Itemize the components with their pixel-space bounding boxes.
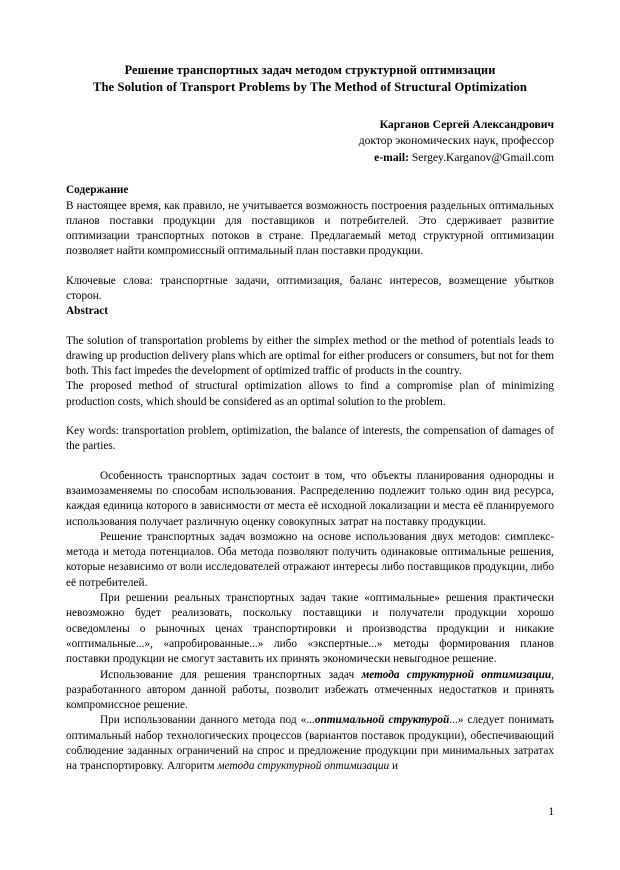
abstract-en-paragraph-1: The solution of transportation problems by either the simplex method or the method of potentials leads to drawing up production delivery plans which are optimal for either producers or consumers, but not for them both. This fact impedes the development of optimized traffic of products in the country. [66,334,554,378]
body-paragraph-5 [66,713,554,774]
author-name: Карганов Сергей Александрович [379,118,554,131]
author-email: Sergey.Karganov@Gmail.com [411,150,554,164]
page-title-ru: Решение транспортных задач методом структурной оптимизации [124,63,496,77]
author-block [66,117,554,166]
body-paragraph-4-emphasis-1: метода структурной оптимизации [361,668,552,681]
body-paragraph-3-text: При решении реальных транспортных задач такие «оптимальные» решения практически невозможно будет реализовать, поскольку поставщики и получатели продукции хорошо осведомлены о рыночных ценах транспортировки и производства продукции и никакие «оптимальные...», «апробированные...» либо «экспертные...» методы формирования планов поставки продукции не смогут заставить их принять экономически невыгодное решение. [66,592,554,666]
body-paragraph-1-text: Особенность транспортных задач состоит в том, что объекты планирования однородны и взаимозаменяемы по способам использования. Распределению подлежит только один вид ресурса, каждая единица которого в зависимости от места её исходной локализации и места её планируемого использования получает различную оценку совокупных затрат на поставку продукции. [66,469,554,528]
body-paragraph-2 [66,530,554,591]
abstract-ru-heading: Содержание [66,184,129,197]
keywords-en-text: Key words: transportation problem, optimization, the balance of interests, the compensation of damages of the parties. [66,425,554,453]
page-title-en: The Solution of Transport Problems by The Method of Structural Optimization [92,80,528,94]
body-paragraph-5-text-part-3: и [389,760,399,773]
title-block [66,62,554,96]
body-paragraph-3 [66,591,554,667]
body-paragraph-5-text-part-2: ...» следует понимать оптимальный набор технологических процессов (вариантов поставок продукции), обеспечивающий соблюдение заданных ограничений на спрос и предложение продукции при минимальных затратах на транспортировку. Алгоритм [66,714,555,773]
body-block [66,469,554,775]
body-paragraph-5-emphasis-1: оптимальной структурой [314,714,450,727]
body-paragraph-1 [66,469,554,530]
abstract-en-paragraph-2: The proposed method of structural optimization allows to find a compromise plan of minimizing production costs, which should be considered as an optimal solution to the problem. [66,380,554,408]
abstract-en-heading: Abstract [66,305,109,318]
body-paragraph-2-text: Решение транспортных задач возможно на основе использования двух методов: симплекс-метода и метода потенциалов. Оба метода позволяют получить одинаковые оптимальные решения, которые независимо от воли исследователей отражают интересы либо поставщиков продукции, либо её потребителей. [66,530,554,589]
body-paragraph-4 [66,668,554,714]
body-paragraph-5-emphasis-2: метода структурной оптимизации [217,760,390,773]
body-paragraph-5-text-part-1: При использовании данного метода под «... [100,714,315,727]
keywords-ru-text: Ключевые слова: транспортные задачи, оптимизация, баланс интересов, возмещение убытков сторон. [66,274,554,302]
page-number: 1 [548,806,554,818]
author-degree: доктор экономических наук, профессор [358,134,554,148]
author-email-label: e-mail: [374,150,409,164]
body-paragraph-4-text-part-2: , разработанного автором данной работы, позволит избежать отмеченных недостатков и принять компромиссное решение. [66,668,555,712]
body-paragraph-4-text-part-1: Использование для решения транспортных задач [100,668,362,681]
page-content [66,62,554,775]
author-email-line [66,150,554,166]
abstract-ru-text: В настоящее время, как правило, не учитывается возможность построения раздельных оптимальных планов поставки продукции для поставщиков и потребителей. Это сдерживает развитие оптимизации транспортных потоков в стране. Предлагаемый метод структурной оптимизации позволяет найти компромиссный оптимальный план поставки продукции. [66,199,554,258]
